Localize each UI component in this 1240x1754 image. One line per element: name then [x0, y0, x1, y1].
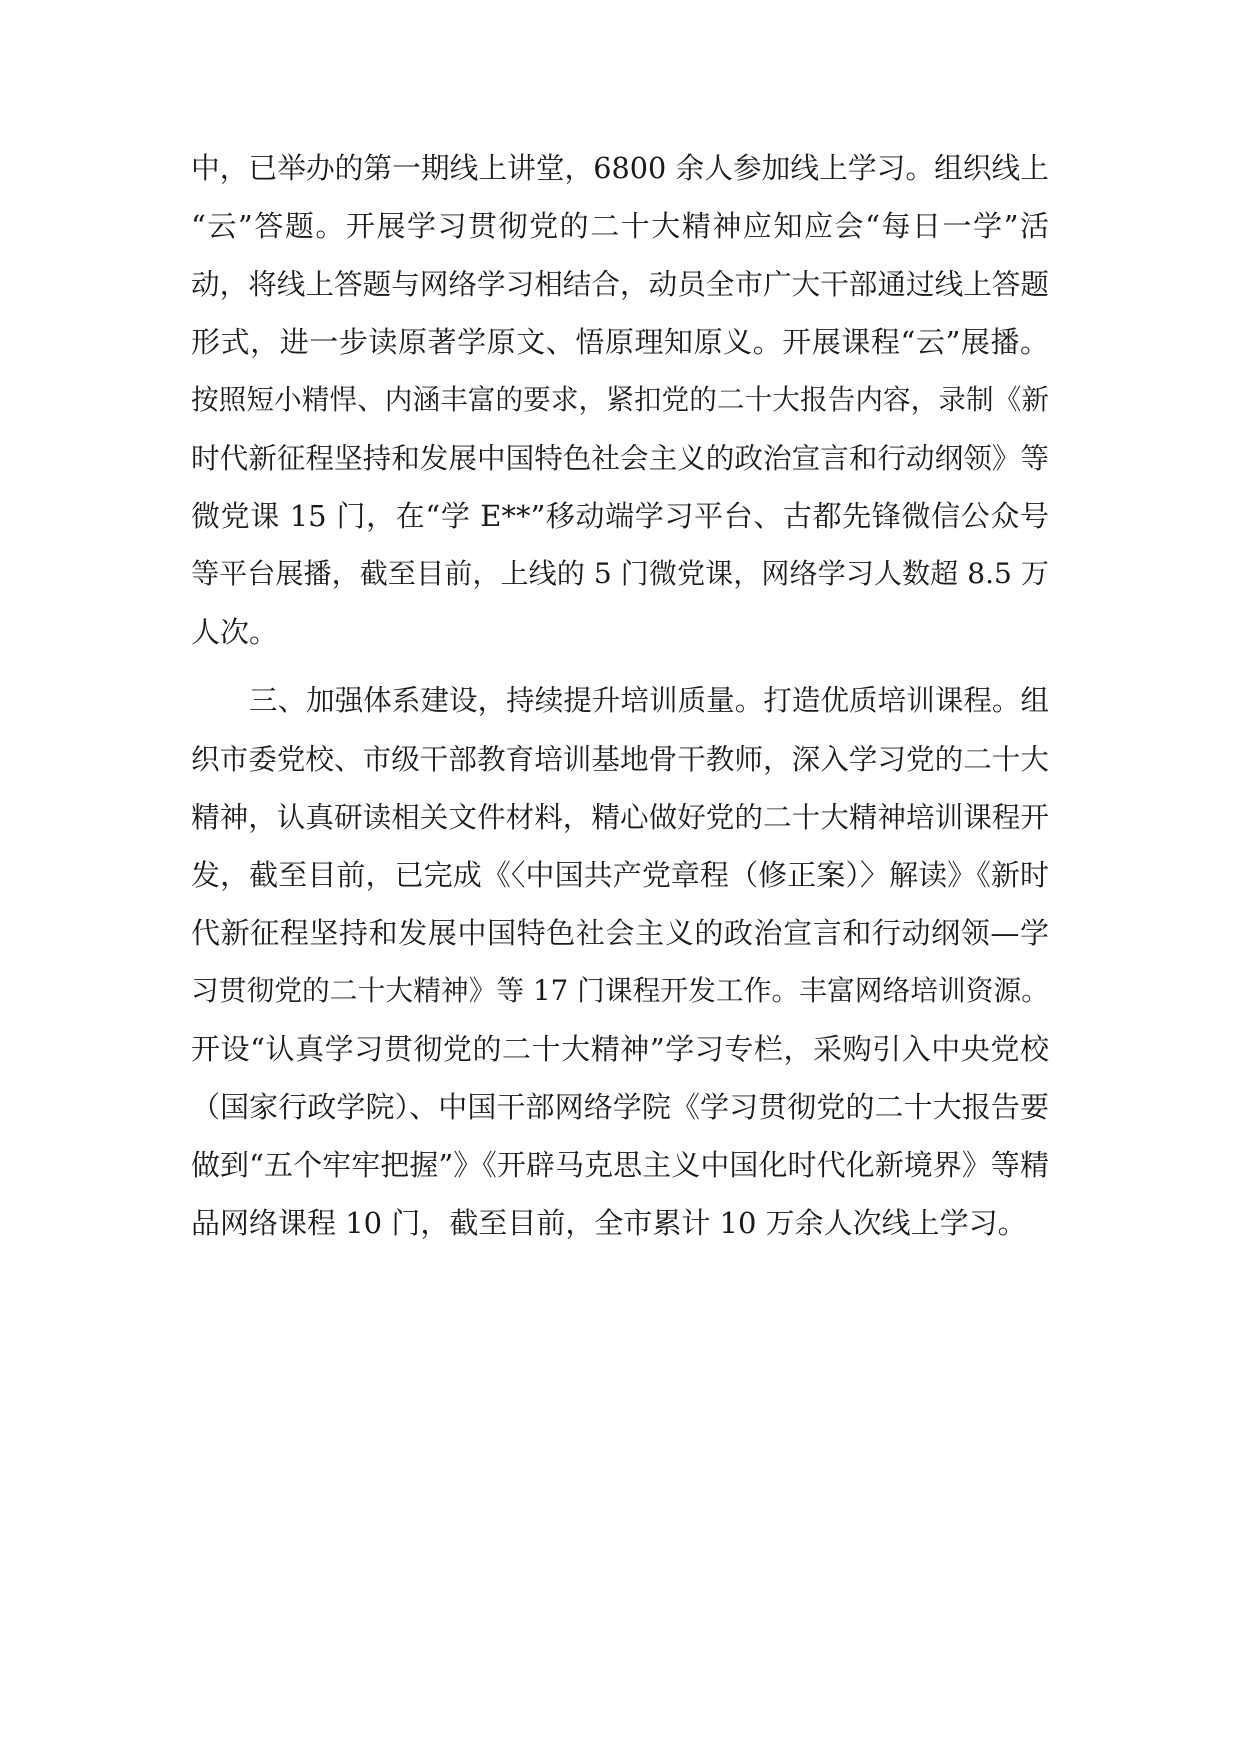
text-line: “云”答题。开展学习贯彻党的二十大精神应知应会“每日一学”活 — [191, 209, 1049, 243]
paragraph-first-line: 三、加强体系建设，持续提升培训质量。打造优质培训课程。组 — [249, 684, 1049, 717]
text-line: 形式，进一步读原著学原文、悟原理知原义。开展课程“云”展播。 — [191, 325, 1049, 359]
text-line: 发，截至目前，已完成《〈中国共产党章程（修正案）〉解读》《新时 — [191, 858, 1049, 892]
text-line: 中，已举办的第一期线上讲堂，6800 余人参加线上学习。组织线上 — [191, 151, 1049, 185]
text-line: 等平台展播，截至目前，上线的 5 门微党课，网络学习人数超 8.5 万 — [191, 557, 1049, 590]
text-line: 人次。 — [191, 615, 279, 649]
text-line: 织市委党校、市级干部教育培训基地骨干教师，深入学习党的二十大 — [191, 742, 1049, 776]
text-line: 习贯彻党的二十大精神》等 17 门课程开发工作。丰富网络培训资源。 — [191, 974, 1049, 1007]
text-line: 按照短小精悍、内涵丰富的要求，紧扣党的二十大报告内容，录制《新 — [191, 383, 1049, 416]
text-line: 开设“认真学习贯彻党的二十大精神”学习专栏，采购引入中央党校 — [191, 1032, 1049, 1066]
text-line: 代新征程坚持和发展中国特色社会主义的政治宣言和行动纲领—学 — [191, 916, 1049, 950]
text-line: 精神，认真研读相关文件材料，精心做好党的二十大精神培训课程开 — [191, 800, 1049, 834]
text-line: 微党课 15 门，在“学 E**”移动端学习平台、古都先锋微信公众号 — [191, 499, 1049, 533]
text-line: 动，将线上答题与网络学习相结合，动员全市广大干部通过线上答题 — [191, 267, 1049, 301]
text-line: （国家行政学院）、中国干部网络学院《学习贯彻党的二十大报告要 — [191, 1090, 1049, 1124]
text-line: 品网络课程 10 门，截至目前，全市累计 10 万余人次线上学习。 — [191, 1206, 1027, 1240]
text-line: 做到“五个牢牢把握”》《开辟马克思主义中国化时代化新境界》等精 — [191, 1148, 1049, 1182]
text-line: 时代新征程坚持和发展中国特色社会主义的政治宣言和行动纲领》等 — [191, 441, 1049, 475]
